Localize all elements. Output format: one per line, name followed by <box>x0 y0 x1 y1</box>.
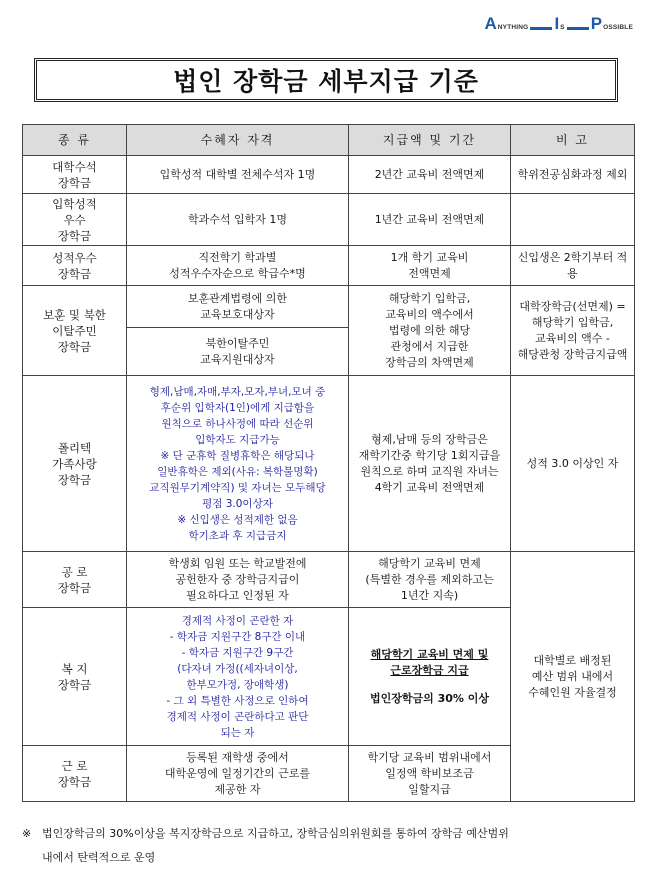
cell-note <box>511 156 635 194</box>
cell-line: 해당학기 교육비 면제 및 <box>370 647 489 661</box>
cell-line: 입학자도 지급가능 <box>195 433 280 446</box>
cell-line: 1년간 지속) <box>400 588 459 602</box>
cell-qualification <box>127 746 349 802</box>
cell-qualification <box>127 194 349 246</box>
cell-qualification <box>127 376 349 552</box>
cell-line: 근 로 <box>61 758 88 773</box>
cell-line: 대학장학금(선면제) = <box>519 299 626 313</box>
table-row <box>23 286 635 328</box>
cell-line: 2년간 교육비 전액면제 <box>374 167 485 181</box>
cell-type <box>23 246 127 286</box>
footnote-line-2: 내에서 탄력적으로 운영 <box>42 851 156 864</box>
cell-line: 원칙으로 하나사정에 따라 선순위 <box>161 417 314 430</box>
cell-line: 되는 자 <box>220 726 255 739</box>
cell-line: 장학금 <box>57 228 92 243</box>
cell-line: 일정액 학비보조금 <box>385 766 474 780</box>
cell-line: - 그 외 특별한 사정으로 인하여 <box>166 694 309 707</box>
cell-amount <box>349 552 511 608</box>
cell-amount <box>349 746 511 802</box>
cell-line: 학과수석 입학자 1명 <box>188 212 287 226</box>
cell-line: 대학별로 배정된 <box>533 653 612 667</box>
cell-line: 복 지 <box>61 661 88 676</box>
cell-line: 공헌한자 중 장학금지급이 <box>175 572 300 586</box>
welfare-amount-ratio: 법인장학금의 30% 이상 <box>370 691 489 705</box>
header-qualification: 수혜자 자격 <box>127 125 349 156</box>
cell-line: 장학금 <box>57 266 92 281</box>
table-header-row <box>23 125 635 156</box>
cell-type <box>23 552 127 608</box>
cell-line: 성적우수 <box>52 250 97 265</box>
welfare-amount-main <box>352 647 507 679</box>
cell-line: 장학금 <box>57 175 92 190</box>
cell-amount <box>349 286 511 376</box>
cell-note <box>511 194 635 246</box>
cell-line: 필요하다고 인정된 자 <box>186 588 289 602</box>
cell-line: 입학성적 대학별 전체수석자 1명 <box>159 167 316 181</box>
cell-line: 4학기 교육비 전액면제 <box>374 480 485 494</box>
cell-line: 학기당 교육비 범위내에서 <box>367 750 492 764</box>
cell-line: 형제,남매 등의 장학금은 <box>371 432 488 446</box>
cell-line: 관청에서 지급한 <box>390 339 469 353</box>
cell-line: 교직원무기계약직) 및 자녀는 모두해당 <box>149 481 326 494</box>
cell-type <box>23 608 127 746</box>
cell-type <box>23 194 127 246</box>
cell-line: 장학금의 차액면제 <box>385 355 474 369</box>
cell-qualification <box>127 328 349 376</box>
cell-note <box>511 552 635 802</box>
cell-line: 학생회 임원 또는 학교발전에 <box>168 556 307 570</box>
cell-qualification <box>127 246 349 286</box>
cell-line: 장학금 <box>57 339 92 354</box>
cell-type <box>23 746 127 802</box>
cell-line: 1개 학기 교육비 <box>390 250 469 264</box>
footnote-mark: ※ <box>22 827 32 840</box>
cell-line: 일할지급 <box>408 782 451 796</box>
cell-line: 1년간 교육비 전액면제 <box>374 212 485 226</box>
header-note: 비 고 <box>511 125 635 156</box>
cell-line: 제공한 자 <box>214 782 261 796</box>
cell-line: 경제적 사정이 곤란하다고 판단 <box>166 710 309 723</box>
cell-line: 교육비의 액수 - <box>535 331 610 345</box>
cell-line: 학기초과 후 지급금지 <box>188 529 287 542</box>
cell-line: 학위전공심화과정 제외 <box>517 167 628 181</box>
cell-line: 한부모가정, 장애학생) <box>186 678 289 691</box>
cell-qualification <box>127 552 349 608</box>
cell-line: 장학금 <box>57 677 92 692</box>
cell-line: 원칙으로 하며 교직원 자녀는 <box>360 464 499 478</box>
cell-line: 보훈관계법령에 의한 <box>187 291 288 305</box>
cell-type <box>23 156 127 194</box>
cell-line: 수혜인원 자율결정 <box>528 685 617 699</box>
cell-line: 평점 3.0이상자 <box>202 497 273 510</box>
cell-note <box>511 376 635 552</box>
cell-line: 폴리텍 <box>57 440 92 455</box>
cell-line: 공 로 <box>61 564 88 579</box>
cell-line: 직전학기 학과별 <box>198 250 277 264</box>
cell-line: 장학금 <box>57 472 92 487</box>
company-logo: A NYTHING I S P OSSIBLE <box>484 14 633 33</box>
cell-line: 해당학기 입학금, <box>388 291 471 305</box>
cell-line: 해당학기 입학금, <box>531 315 614 329</box>
cell-line: 북한이탈주민 <box>205 336 270 350</box>
cell-line: 등록된 재학생 중에서 <box>186 750 289 764</box>
cell-line: 해당학기 교육비 면제 <box>378 556 481 570</box>
cell-line: 이탈주민 <box>52 323 97 338</box>
table-row <box>23 194 635 246</box>
cell-line: 해당관청 장학금지급액 <box>517 347 628 361</box>
cell-line: 우수 <box>63 212 86 227</box>
table-row <box>23 552 635 608</box>
cell-line: 장학금 <box>57 774 92 789</box>
cell-qualification <box>127 156 349 194</box>
cell-line: 후순위 입학자(1인)에게 지급함을 <box>160 401 315 414</box>
cell-amount <box>349 246 511 286</box>
scholarship-table <box>22 124 635 802</box>
cell-amount <box>349 194 511 246</box>
cell-amount <box>349 608 511 746</box>
cell-line: 근로장학금 지급 <box>390 663 469 677</box>
cell-line: 신입생은 2학기부터 적용 <box>517 250 628 280</box>
cell-line: 교육비의 액수에서 <box>385 307 474 321</box>
footnote <box>22 822 634 870</box>
cell-line: 교육지원대상자 <box>200 352 275 366</box>
cell-line: 법령에 의한 해당 <box>388 323 471 337</box>
cell-line: 예산 범위 내에서 <box>531 669 614 683</box>
cell-line: (특별한 경우를 제외하고는 <box>365 572 494 586</box>
cell-line: 일반휴학은 제외(사유: 복학불명확) <box>157 465 318 478</box>
cell-type <box>23 286 127 376</box>
cell-qualification <box>127 286 349 328</box>
table-row <box>23 156 635 194</box>
cell-line: 전액면제 <box>408 266 451 280</box>
cell-note <box>511 286 635 376</box>
cell-qualification <box>127 608 349 746</box>
cell-line: 장학금 <box>57 580 92 595</box>
cell-line: 보훈 및 북한 <box>43 307 106 322</box>
cell-line: ※ 신입생은 성적제한 없음 <box>177 513 298 526</box>
page-title-box <box>34 58 618 102</box>
cell-line: 교육보호대상자 <box>200 307 275 321</box>
cell-type <box>23 376 127 552</box>
table-row <box>23 376 635 552</box>
table-row <box>23 246 635 286</box>
cell-line: (다자녀 가정((세자녀이상, <box>177 662 298 675</box>
cell-line: 경제적 사정이 곤란한 자 <box>181 614 294 627</box>
cell-line: 성적우수자순으로 학급수*명 <box>169 266 306 280</box>
cell-note <box>511 246 635 286</box>
cell-line: 대학운영에 일정기간의 근로를 <box>164 766 311 780</box>
cell-line: - 학자금 지원구간 8구간 이내 <box>169 630 306 643</box>
header-amount: 지급액 및 기간 <box>349 125 511 156</box>
cell-line: 형제,남매,자매,부자,모자,부녀,모녀 중 <box>149 385 326 398</box>
cell-line: 대학수석 <box>52 159 97 174</box>
header-type: 종 류 <box>23 125 127 156</box>
cell-line: - 학자금 지원구간 9구간 <box>181 646 294 659</box>
cell-line: 입학성적 <box>52 196 97 211</box>
cell-amount <box>349 376 511 552</box>
page-title: 법인 장학금 세부지급 기준 <box>173 67 479 96</box>
footnote-line-1: 법인장학금의 30%이상을 복지장학금으로 지급하고, 장학금심의위원회를 통하여 장학금 예산범위 <box>42 827 509 840</box>
cell-line: 재학기간중 학기당 1회지급을 <box>358 448 501 462</box>
cell-line: 성적 3.0 이상인 자 <box>526 456 619 470</box>
cell-amount <box>349 156 511 194</box>
cell-line: 가족사랑 <box>52 456 97 471</box>
cell-line: ※ 단 군휴학 질병휴학은 해당되나 <box>160 449 315 462</box>
